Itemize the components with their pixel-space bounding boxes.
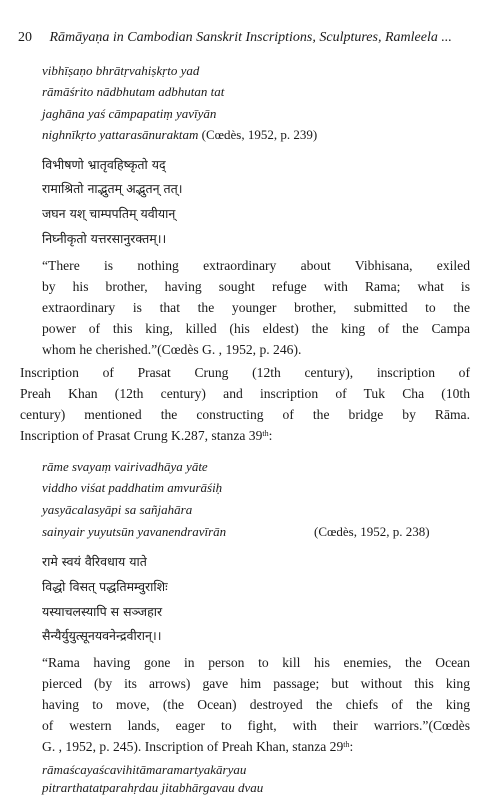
translation2-text: G. , 1952, p. 245). Inscription of Preah Khan, stanza 29 <box>42 739 344 754</box>
translation2-line: pierced (by its arrows) gave him passage; but without this king <box>42 676 470 691</box>
verse2-devanagari-line: सैन्यैर्युयुत्सूनयवनेन्द्रवीरान्।। <box>42 628 162 643</box>
paragraph-line: Inscription of Prasat Crung (12th century), inscription of <box>20 365 470 380</box>
verse1-translit-line: jaghāna yaś cāmpapatiṃ yavīyān <box>42 106 217 121</box>
translation2-line <box>42 739 470 755</box>
verse2-citation: (Cœdès, 1952, p. 238) <box>314 524 430 539</box>
verse2-translit-line <box>42 524 430 540</box>
verse2-translit-line: yasyācalasyāpi sa sañjahāra <box>42 502 193 517</box>
verse1-devanagari-line: निघ्नीकृतो यत्तरसानुरक्तम्।। <box>42 231 167 246</box>
verse1-devanagari-line: रामाश्रितो नाद्भुतम् अद्भुतन् तत्। <box>42 181 183 196</box>
verse2-translit-line: rāme svayaṃ vairivadhāya yāte <box>42 459 208 474</box>
paragraph-text: Inscription of Prasat Crung K.287, stanza 39 <box>20 428 263 443</box>
translation1-line: extraordinary is that the younger brother, submitted to the <box>42 300 470 315</box>
verse1-devanagari-line: विभीषणो भ्रातृवहिष्कृतो यद् <box>42 157 166 172</box>
verse3-translit-line: pitrarthatatparahṛdau jitabhārgavau dvau <box>42 780 264 795</box>
translation1-line: power of this king, killed (his eldest) the king of the Campa <box>42 321 470 336</box>
translation1-line: “There is nothing extraordinary about Vibhisana, exiled <box>42 258 470 273</box>
verse1-translit-text: nighnīkṛto yattarasānuraktam <box>42 127 199 142</box>
verse2-translit-line: viddho viśat paddhatim amvurāśiḥ <box>42 480 223 495</box>
translation1-line: by his brother, having sought refuge with Rama; what is <box>42 279 470 294</box>
verse2-devanagari-line: रामे स्वयं वैरिवधाय याते <box>42 554 147 569</box>
verse3-translit-line: rāmaścayaścavihitāmaramartyakāryau <box>42 762 247 777</box>
paragraph-line: Preah Khan (12th century) and inscription of Tuk Cha (10th <box>20 386 470 401</box>
translation1-line: whom he cherished.”(Cœdès G. , 1952, p. 246). <box>42 342 302 357</box>
translation2-line: having to move, (the Ocean) destroyed the chiefs of the king <box>42 697 470 712</box>
translation2-line: of western lands, eager to fight, with their warriors.”(Cœdès <box>42 718 470 733</box>
ordinal-suffix: th <box>343 740 350 749</box>
verse2-devanagari-line: विद्धो विसत् पद्धतिमम्वुराशिः <box>42 579 168 594</box>
verse1-citation: (Cœdès, 1952, p. 239) <box>201 127 318 142</box>
ordinal-suffix: th <box>262 429 269 438</box>
verse1-translit-line <box>42 127 317 143</box>
paragraph-line: century) mentioned the constructing of the bridge by Rāma. <box>20 407 470 422</box>
running-header <box>18 30 478 46</box>
paragraph-colon: : <box>268 428 273 443</box>
verse1-translit-line: vibhīṣaṇo bhrātṛvahiṣkṛto yad <box>42 63 200 78</box>
verse2-translit-text: sainyair yuyutsūn yavanendravīrān <box>42 524 227 539</box>
translation2-line: “Rama having gone in person to kill his enemies, the Ocean <box>42 655 470 670</box>
paragraph-line <box>20 428 470 444</box>
translation2-colon: : <box>349 739 354 754</box>
running-title: Rāmāyaṇa in Cambodian Sanskrit Inscriptions, Sculptures, Ramleela ... <box>49 30 452 45</box>
page-number: 20 <box>18 30 32 45</box>
verse1-translit-line: rāmāśrito nādbhutam adbhutan tat <box>42 84 225 99</box>
verse1-devanagari-line: जघन यश् चाम्पपतिम् यवीयान् <box>42 206 176 221</box>
verse2-devanagari-line: यस्याचलस्यापि स सञ्जहार <box>42 604 163 619</box>
